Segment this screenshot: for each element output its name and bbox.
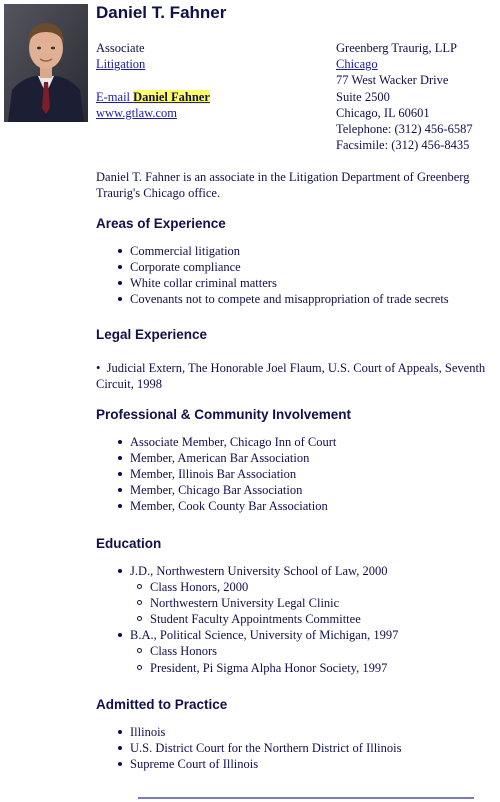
detail-item: Class Honors, 2000 [150, 579, 496, 595]
practice-link[interactable]: Litigation [96, 57, 146, 72]
bio-summary: Daniel T. Fahner is an associate in the Litigation Department of Greenberg Traurig's Chicago office. [96, 170, 470, 200]
attorney-photo [4, 4, 88, 122]
education-list [96, 563, 496, 676]
list-item: U.S. District Court for the Northern District of Illinois [130, 740, 496, 756]
office-link[interactable]: Chicago [336, 57, 378, 72]
email-line [96, 89, 210, 105]
firm-facsimile: Facsimile: (312) 456-8435 [336, 138, 470, 153]
professional-heading: Professional & Community Involvement [96, 407, 352, 422]
legal-heading: Legal Experience [96, 327, 208, 342]
list-item: Commercial litigation [130, 243, 496, 259]
professional-list [96, 434, 496, 514]
firm-telephone: Telephone: (312) 456-6587 [336, 122, 473, 137]
admitted-heading: Admitted to Practice [96, 697, 228, 712]
bullet-icon: • [96, 361, 101, 375]
legal-item-text: Judicial Extern, The Honorable Joel Flaum, U.S. Court of Appeals, Seventh Circuit, 1998 [96, 361, 486, 392]
list-item: Corporate compliance [130, 259, 496, 275]
list-item: Illinois [130, 724, 496, 740]
areas-heading: Areas of Experience [96, 216, 226, 231]
education-section [96, 536, 496, 676]
professional-section [96, 407, 496, 514]
list-item: Member, Chicago Bar Association [130, 482, 496, 498]
degree-item [130, 563, 496, 627]
areas-list [96, 243, 496, 307]
education-heading: Education [96, 536, 162, 551]
list-item: Member, Cook County Bar Association [130, 498, 496, 514]
list-item: Supreme Court of Illinois [130, 756, 496, 772]
email-label: E-mail [96, 89, 131, 104]
detail-item: Class Honors [150, 643, 496, 659]
legal-item [96, 360, 496, 392]
list-item: Member, Illinois Bar Association [130, 466, 496, 482]
firm-street: 77 West Wacker Drive [336, 73, 449, 88]
degree-label: B.A., Political Science, University of Michigan, 1997 [130, 628, 399, 643]
degree-label: J.D., Northwestern University School of Law, 2000 [130, 564, 388, 578]
degree-item [130, 627, 496, 675]
detail-item: President, Pi Sigma Alpha Honor Society, 1997 [150, 660, 496, 676]
list-item: Associate Member, Chicago Inn of Court [130, 434, 496, 450]
list-item: Covenants not to compete and misappropriation of trade secrets [130, 291, 496, 307]
legal-section [96, 327, 496, 342]
portrait-image [4, 4, 88, 122]
degree-details [130, 643, 496, 675]
attorney-name: Daniel T. Fahner [96, 3, 227, 22]
spacer [96, 72, 210, 88]
areas-section [96, 216, 496, 307]
admitted-list [96, 724, 496, 772]
email-link[interactable] [96, 90, 210, 104]
firm-name: Greenberg Traurig, LLP [336, 41, 457, 55]
detail-item: Student Faculty Appointments Committee [150, 611, 496, 627]
firm-address [336, 40, 473, 153]
email-name-highlight: Daniel Fahner [133, 89, 210, 104]
attorney-contact [96, 40, 210, 121]
attorney-title: Associate [96, 41, 145, 55]
degree-details [130, 579, 496, 627]
detail-item: Northwestern University Legal Clinic [150, 595, 496, 611]
list-item: White collar criminal matters [130, 275, 496, 291]
website-link[interactable]: www.gtlaw.com [96, 105, 177, 120]
firm-city-state-zip: Chicago, IL 60601 [336, 105, 430, 120]
bottom-divider [138, 797, 474, 799]
firm-suite: Suite 2500 [336, 89, 390, 104]
list-item: Member, American Bar Association [130, 450, 496, 466]
admitted-section [96, 697, 496, 772]
